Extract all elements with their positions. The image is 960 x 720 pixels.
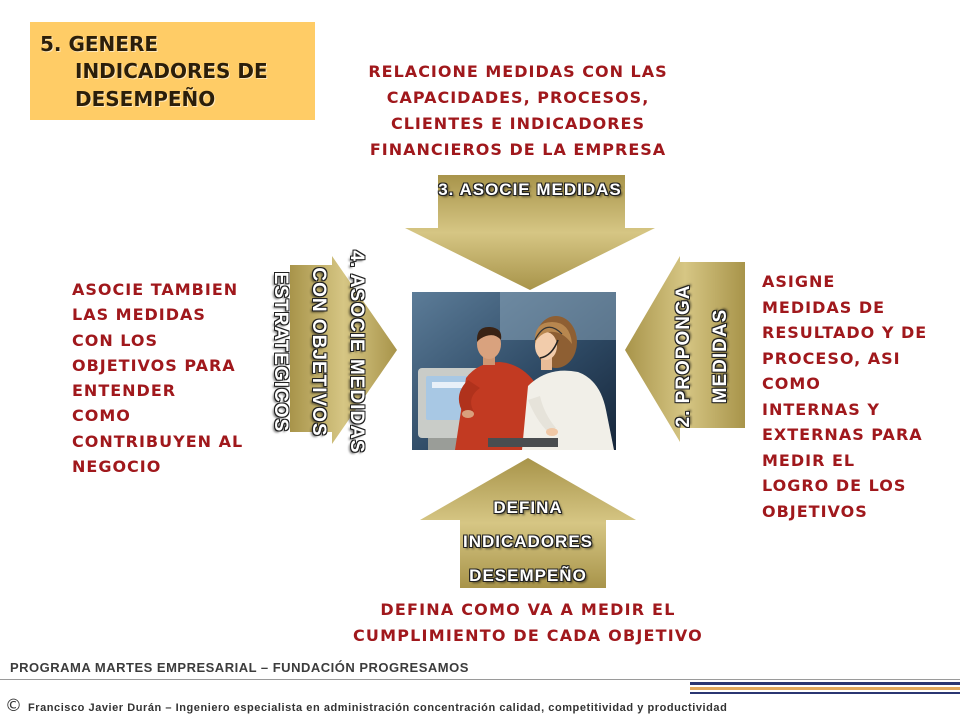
footer-stripe-navy (690, 692, 960, 694)
right-description-line: MEDIR EL (762, 450, 856, 470)
right-description-line: OBJETIVOS (762, 501, 868, 521)
footer-program-name: PROGRAMA MARTES EMPRESARIAL – FUNDACIÓN PROGRESAMOS (10, 660, 469, 675)
bottom-description-line: CUMPLIMIENTO DE CADA OBJETIVO (352, 626, 703, 645)
left-description-line: LAS MEDIDAS (72, 305, 206, 325)
left-description-line: CONTRIBUYEN AL (72, 431, 244, 451)
title-line: INDICADORES DE (75, 59, 268, 83)
right-description-line: INTERNAS Y (762, 399, 880, 419)
left-description (72, 277, 243, 479)
man-hand (462, 410, 474, 418)
left-description-line: COMO (72, 406, 131, 426)
right-description-line: COMO (762, 374, 821, 393)
arrow-bottom-label-line: DESEMPEÑO (469, 566, 587, 585)
arrow-left-label (261, 232, 375, 472)
footer-divider (0, 679, 960, 680)
woman-hand (546, 428, 558, 436)
arrow-right-label-line: MEDIDAS (710, 308, 731, 404)
arrow-bottom-label (428, 491, 628, 593)
title-line: DESEMPEÑO (75, 87, 216, 111)
bottom-description-line: DEFINA COMO VA A MEDIR EL (380, 600, 676, 619)
right-description-line: RESULTADO Y DE (762, 323, 928, 342)
author-credit: Francisco Javier Durán – Ingeniero especialista en administración concentración calidad, competitividad y productividad (28, 702, 728, 714)
arrow-bottom-label-line: INDICADORES (462, 532, 593, 551)
right-description-line: ASIGNE (762, 272, 836, 291)
top-description-line: FINANCIEROS DE LA EMPRESA (369, 140, 667, 159)
left-description-line: CON LOS (72, 330, 159, 350)
arrow-bottom-label-line: DEFINA (493, 498, 563, 517)
right-description-line: PROCESO, ASI (762, 348, 901, 368)
office-photo (412, 292, 616, 450)
footer-stripe-tan (690, 687, 960, 690)
left-description-line: OBJETIVOS PARA (72, 355, 236, 375)
arrow-top-label: 3. ASOCIE MEDIDAS (438, 180, 622, 199)
arrow-left-label-line: ESTRATEGICOS (270, 271, 291, 433)
right-description (762, 269, 927, 524)
arrow-left-label-line: CON OBJETIVOS (308, 267, 329, 437)
right-description-line: MEDIDAS DE (762, 297, 886, 317)
arrow-right-label-line: 2. PROPONGA (673, 284, 694, 428)
copyright-icon: © (5, 696, 22, 716)
top-description-line: RELACIONE MEDIDAS CON LAS (368, 62, 668, 81)
footer-stripe-navy (690, 682, 960, 685)
arrow-left-label-line: 4. ASOCIE MEDIDAS (346, 250, 367, 454)
left-description-line: ENTENDER (72, 381, 177, 401)
left-description-line: NEGOCIO (72, 457, 162, 477)
left-description-line: ASOCIE TAMBIEN (72, 280, 239, 299)
top-description-line: CLIENTES E INDICADORES (390, 114, 645, 133)
title-line: 5. GENERE (40, 32, 159, 56)
bottom-description (278, 597, 778, 649)
keyboard (488, 438, 558, 447)
right-description-line: LOGRO DE LOS (762, 476, 907, 495)
top-description-line: CAPACIDADES, PROCESOS, (386, 88, 650, 107)
right-description-line: EXTERNAS PARA (762, 425, 923, 444)
arrow-right-label (665, 266, 739, 446)
